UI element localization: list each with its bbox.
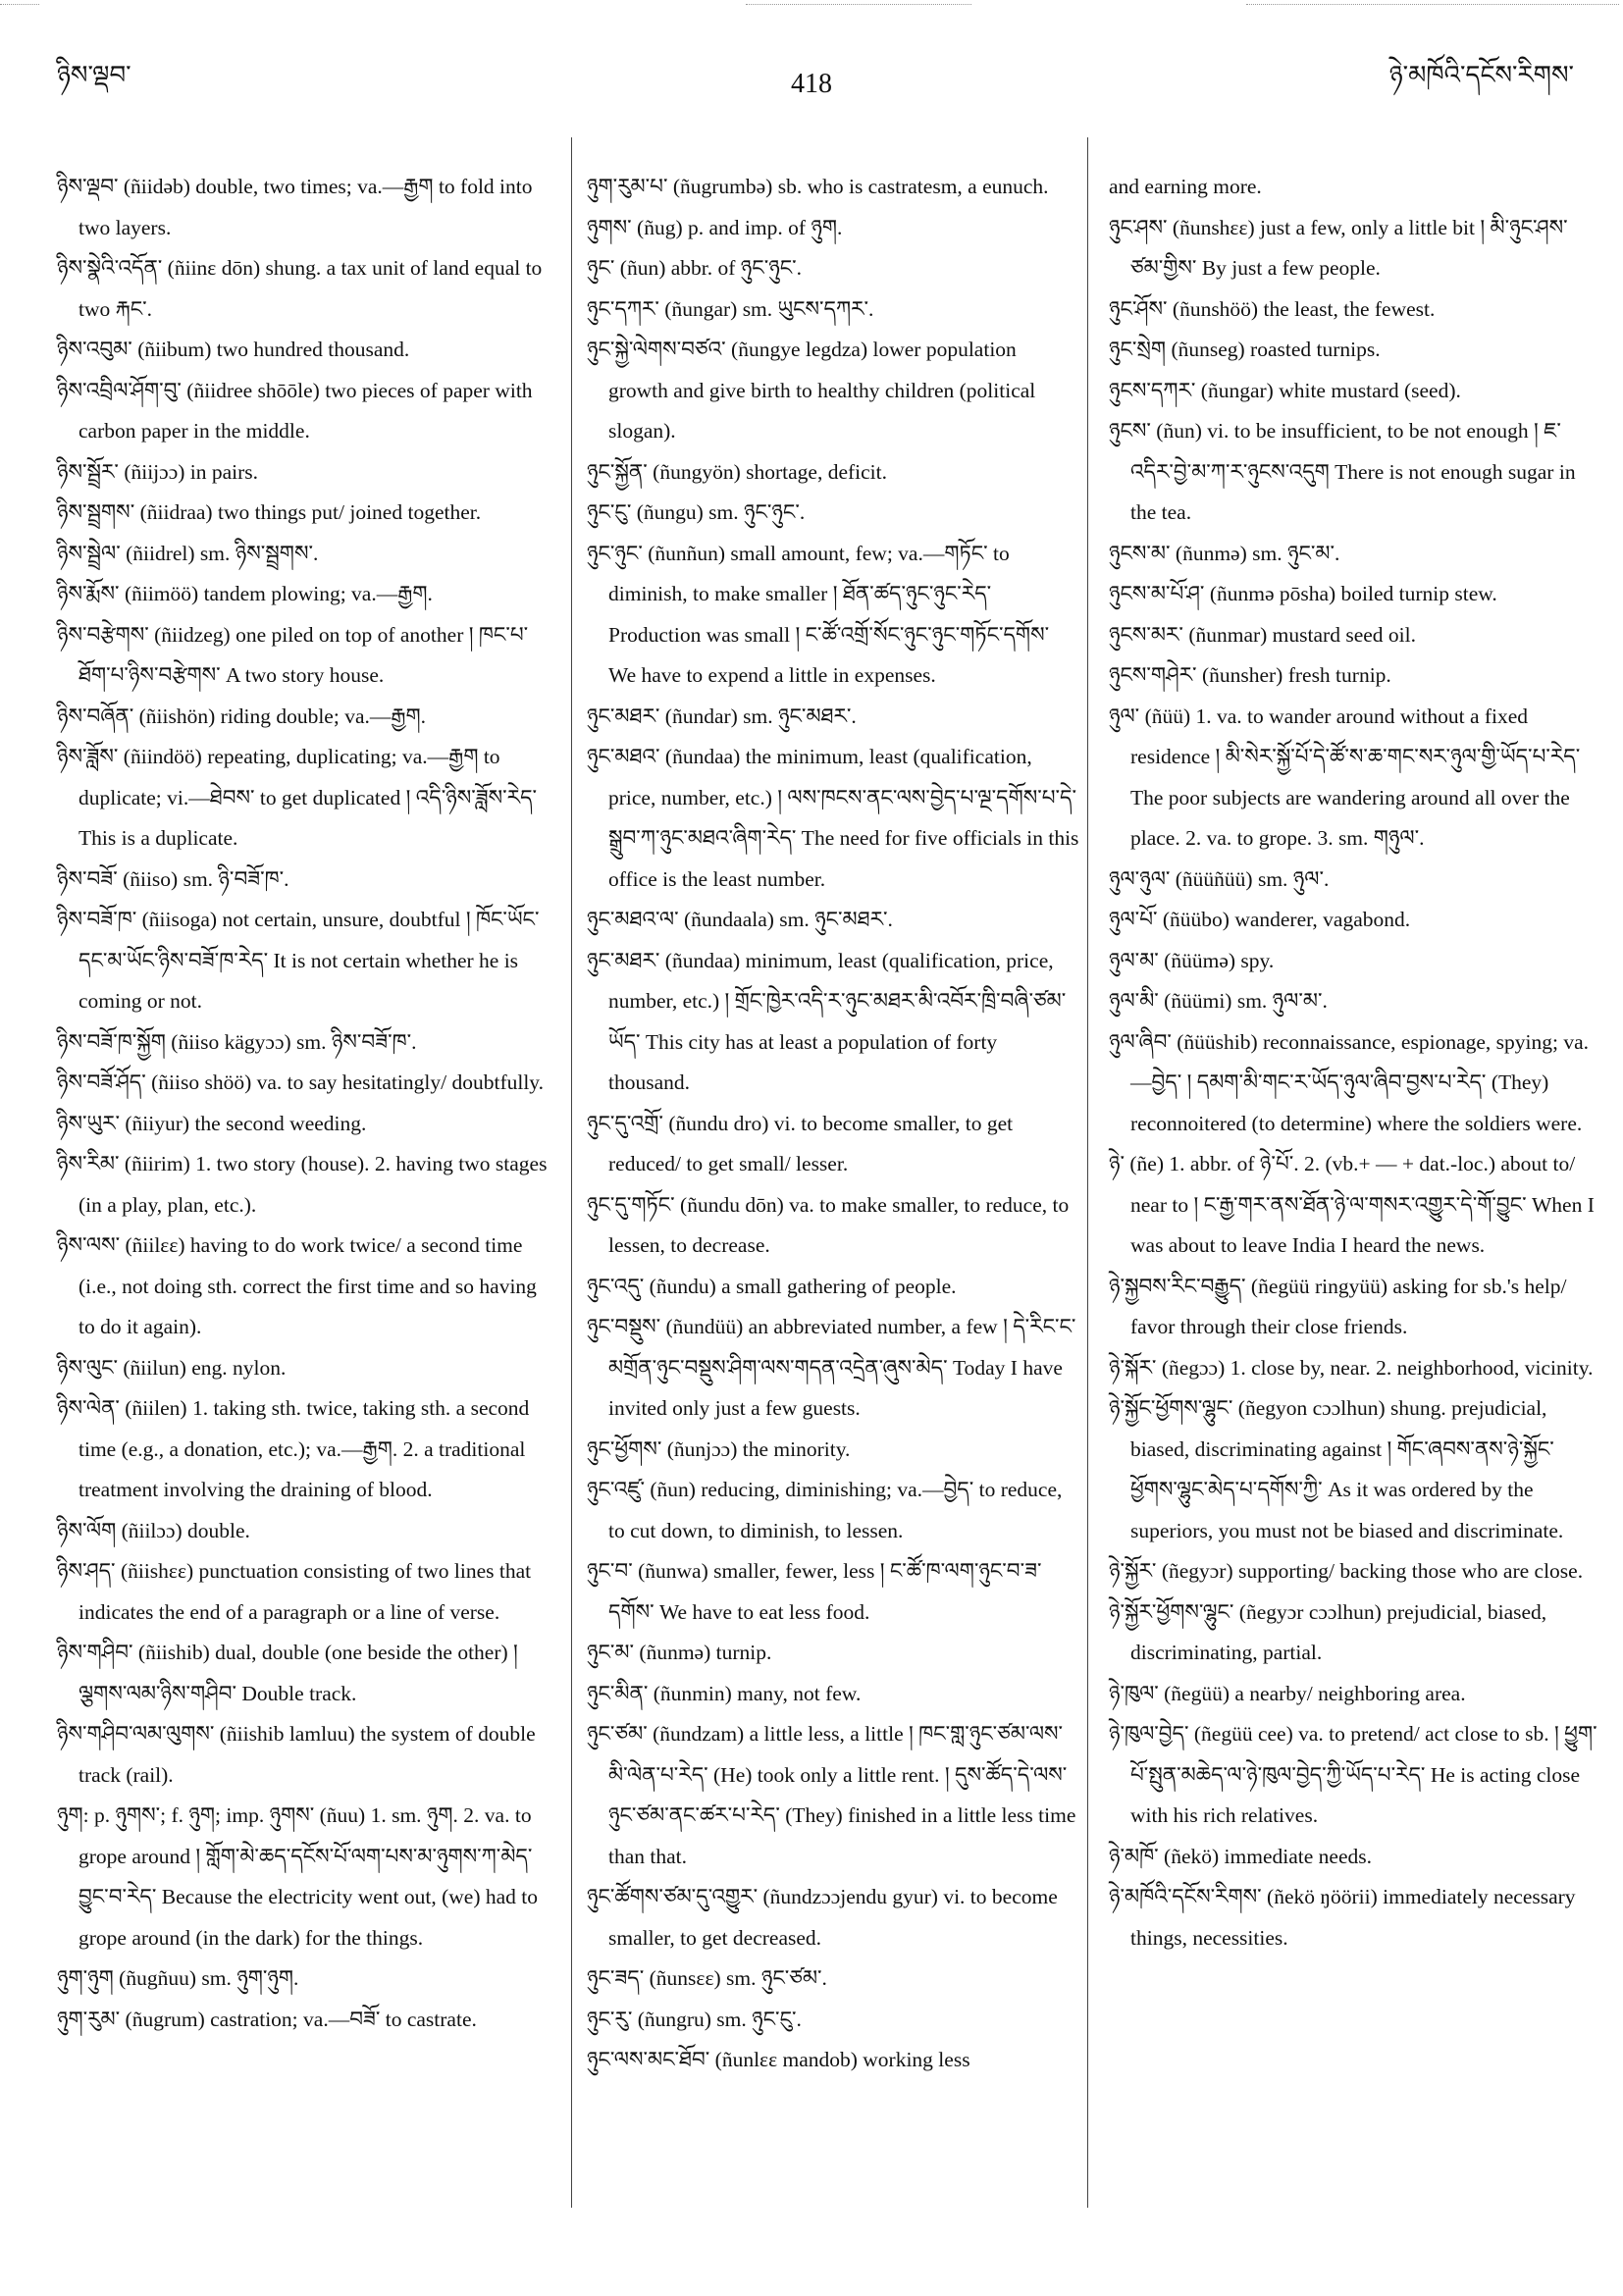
dictionary-entry: ཉེ་ (ñe) 1. abbr. of ཉེ་པོ་. 2. (vb.+ — + dat.-loc.) about to/ near to ། ང་རྒྱ་གར་ནས་ཐོན་ཉེ་ལ་གསར་འགྱུར་དེ་གོ་བྱུང་ When I was about to leave India I heard the news. xyxy=(1109,1152,1595,1257)
dictionary-entry: ཉུངས་གཤེར་ (ñunsher) fresh turnip. xyxy=(1109,663,1391,687)
dictionary-entry: ཉུང་འདུ་ (ñundu) a small gathering of people. xyxy=(587,1274,957,1298)
dictionary-entry: ཉིས་ལུང་ (ñiilun) eng. nylon. xyxy=(57,1355,287,1380)
dictionary-entry: ཉུང་ཚོགས་ཙམ་དུ་འགྱུར་ (ñundzɔɔjendu gyur) vi. to become smaller, to get decreased. xyxy=(587,1885,1058,1950)
dictionary-entry: ཉུལ་མི་ (ñüümi) sm. ཉུལ་མ་. xyxy=(1109,989,1328,1013)
running-head-right: ཉེ་མཁོའི་དངོས་རིགས་ xyxy=(1388,61,1574,89)
dictionary-column-1 xyxy=(57,167,548,2040)
dictionary-entry: ཉེ་ཁུལ་ (ñegüü) a nearby/ neighboring area. xyxy=(1109,1681,1466,1705)
dictionary-entry: ཉུལ་ཉུལ་ (ñüüñüü) sm. ཉུལ་. xyxy=(1109,866,1330,891)
dictionary-entry: ཉུང་སྲེག (ñunseg) roasted turnips. xyxy=(1109,338,1381,361)
dictionary-entry: ཉུང་ངུ་ (ñungu) sm. ཉུང་ཉུང་. xyxy=(587,500,806,524)
dictionary-entry: ཉུལ་མ་ (ñüümə) spy. xyxy=(1109,948,1275,972)
dictionary-entry: ཉེ་སྐྱབས་རིང་བརྒྱུད་ (ñegüü ringyüü) asking for sb.'s help/ favor through their close friends. xyxy=(1109,1274,1567,1338)
dictionary-entry: ཉུང་ཤས་ (ñunshɛɛ) just a few, only a little bit ། མི་ཉུང་ཤས་ཙམ་གྱིས་ By just a few people. xyxy=(1109,215,1568,280)
dictionary-entry: ཉིས་ལོག (ñiilɔɔ) double. xyxy=(57,1518,250,1542)
dictionary-entry: ཉུང་སྐྱེ་ལེགས་བཙའ་ (ñungye legdza) lower population growth and give birth to healthy children (political slogan). xyxy=(587,338,1036,443)
dictionary-entry: ཉུང་འཛུ་ (ñun) reducing, diminishing; va.—བྱེད་ to reduce, to cut down, to diminish, to lessen. xyxy=(587,1478,1063,1542)
dictionary-entry: ཉུངས་དཀར་ (ñungar) white mustard (seed). xyxy=(1109,378,1461,402)
dictionary-entry: ཉེ་མཁོ་ (ñekö) immediate needs. xyxy=(1109,1844,1372,1868)
dictionary-entry: ཉུང་བ་ (ñunwa) smaller, fewer, less ། ང་ཚོ་ཁ་ལག་ཉུང་བ་ཟ་དགོས་ We have to eat less food. xyxy=(587,1559,1042,1624)
scan-edge-dots xyxy=(0,4,39,6)
dictionary-entry: ཉུལ་པོ་ (ñüübo) wanderer, vagabond. xyxy=(1109,908,1411,931)
dictionary-entry: ཉུག་ཉུག (ñugñuu) sm. ཉུག་ཉུག. xyxy=(57,1966,299,1990)
dictionary-entry: ཉུང་ཕྱོགས་ (ñunjɔɔ) the minority. xyxy=(587,1436,851,1461)
dictionary-entry: ཉུག་རུམ་ (ñugrum) castration; va.—བཟོ་ to castrate. xyxy=(57,2007,477,2031)
dictionary-entry: ཉིས་ལྡབ་ (ñiidəb) double, two times; va.—རྒྱག to fold into two layers. xyxy=(57,175,533,239)
dictionary-entry: ཉིས་ཟློས་ (ñiindöö) repeating, duplicating; va.—རྒྱག to duplicate; vi.—ཐེབས་ to get duplicated ། འདི་ཉིས་ཟློས་རེད་ This is a duplicate. xyxy=(57,745,538,850)
dictionary-entry: ཉུལ་ཞིབ་ (ñüüshib) reconnaissance, espionage, spying; va.—བྱེད་ ། དམག་མི་གང་ར་ཡོད་ཉུལ་ཞིབ་བྱས་པ་རེད་ (They) reconnoitered (to determine) where the soldiers were. xyxy=(1109,1029,1590,1135)
dictionary-entry: ཉིས་རྨོས་ (ñiimöö) tandem plowing; va.—རྒྱག. xyxy=(57,582,433,605)
dictionary-entry: ཉིས་གཤིབ་ (ñiishib) dual, double (one beside the other) ། ལྕགས་ལམ་ཉིས་གཤིབ་ Double track. xyxy=(57,1641,518,1705)
dictionary-entry: ཉེ་ཁུལ་བྱེད་ (ñegüü cee) va. to pretend/ act close to sb. ། ཕྱུག་པོ་སྤུན་མཆེད་ལ་ཉེ་ཁུལ་བྱེད་ཀྱི་ཡོད་པ་རེད་ He is acting close with his rich relatives. xyxy=(1109,1722,1597,1827)
dictionary-entry: ཉུག: p. ཉུགས་; f. ཉུག; imp. ཉུགས་ (ñuu) 1. sm. ཉུག. 2. va. to grope around ། གློག་མེ་ཆད་དངོས་པོ་ལག་པས་མ་ཉུགས་ཀ་མེད་བྱུང་བ་རེད་ Because the electricity went out, (we) had to grope around (in the dark) for the things. xyxy=(57,1803,538,1950)
dictionary-entry: ཉུང་ཟད་ (ñunsɛɛ) sm. ཉུང་ཙམ་. xyxy=(587,1966,827,1990)
dictionary-entry: ཉུལ་ (ñüü) 1. va. to wander around without a fixed residence ། མི་སེར་སྐྱོ་པོ་དེ་ཚོ་ས་ཆ་གང་སར་ཉུལ་གྱི་ཡོད་པ་རེད་ The poor subjects are wandering around all over the place. 2. va. to grope. 3. sm. གཉུལ་. xyxy=(1109,704,1581,850)
dictionary-entry: ཉེ་སྐོར་ (ñegɔɔ) 1. close by, near. 2. neighborhood, vicinity. xyxy=(1109,1355,1594,1380)
dictionary-entry: ཉུང་མཐར་ (ñundaa) minimum, least (qualification, price, number, etc.) ། གྲོང་ཁྱེར་འདི་ར་ཉུང་མཐར་མི་འབོར་ཁྲི་བཞི་ཙམ་ཡོད་ This city has at least a population of forty thousand. xyxy=(587,948,1067,1094)
dictionary-entry: ཉུང་ཙམ་ (ñundzam) a little less, a little ། ཁང་གླ་ཉུང་ཙམ་ལས་མི་ལེན་པ་རེད་ (He) took only a little rent. ། དུས་ཚོད་དེ་ལས་ཉུང་ཙམ་ནང་ཚར་པ་རེད་ (They) finished in a little less time than that. xyxy=(587,1722,1076,1868)
column-divider xyxy=(571,137,572,2208)
dictionary-entry: ཉིས་བཟོ་ཤོད་ (ñiiso shöö) va. to say hesitatingly/ doubtfully. xyxy=(57,1070,545,1094)
scan-edge-dots xyxy=(1246,4,1619,6)
dictionary-entry: ཉེ་སྐྱོང་ཕྱོགས་ལྷུང་ (ñegyon cɔɔlhun) shung. prejudicial, biased, discriminating against ། གོང་ཞབས་ནས་ཉེ་སྐྱོང་ཕྱོགས་ལྷུང་མེད་པ་དགོས་ཀྱི་ As it was ordered by the superiors, you must not be biased and discriminate. xyxy=(1109,1396,1564,1542)
dictionary-entry: ཉུང་མིན་ (ñunmin) many, not few. xyxy=(587,1681,862,1705)
dictionary-entry: ཉིས་སྦྲོར་ (ñiijɔɔ) in pairs. xyxy=(57,459,259,484)
dictionary-entry: ཉུང་ཤོས་ (ñunshöö) the least, the fewest. xyxy=(1109,296,1436,321)
dictionary-entry: ཉུངས་མ་པོ་ཤ་ (ñunmə pōsha) boiled turnip stew. xyxy=(1109,582,1497,605)
dictionary-entry: ཉུང་དུ་གཏོང་ (ñundu dōn) va. to make smaller, to reduce, to lessen, to decrease. xyxy=(587,1192,1070,1257)
dictionary-entry: ཉིས་བཟོ་ཁ་སྐྱོག (ñiiso kägyɔɔ) sm. ཉིས་བཟོ་ཁ་. xyxy=(57,1029,417,1054)
dictionary-entry: ཉུགས་ (ñug) p. and imp. of ཉུག. xyxy=(587,215,843,239)
dictionary-entry: ཉིས་རིམ་ (ñiirim) 1. two story (house). 2. having two stages (in a play, plan, etc.). xyxy=(57,1152,548,1217)
page-number: 418 xyxy=(791,69,832,99)
dictionary-entry: ཉུང་མཐའ་ལ་ (ñundaala) sm. ཉུང་མཐར་. xyxy=(587,908,893,931)
running-head-left: ཉིས་ལྡབ་ xyxy=(57,61,131,89)
dictionary-entry: ཉིས་བཞོན་ (ñiishön) riding double; va.—རྒྱག. xyxy=(57,704,427,728)
dictionary-entry: ཉུངས་ (ñun) vi. to be insufficient, to be not enough ། ཇ་འདིར་བྱེ་མ་ཀ་ར་ཉུངས་འདུག There is not enough sugar in the tea. xyxy=(1109,419,1576,524)
dictionary-entry: ཉུང་བསྡུས་ (ñundüü) an abbreviated number, a few ། དེ་རིང་ང་མགྲོན་ཉུང་བསྡུས་ཤིག་ལས་གདན་འདྲེན་ཞུས་མེད་ Today I have invited only just a few guests. xyxy=(587,1315,1076,1420)
dictionary-entry: ཉུག་རུམ་པ་ (ñugrumbə) sb. who is castratesm, a eunuch. xyxy=(587,175,1049,198)
dictionary-entry: ཉིས་ལས་ (ñiilɛɛ) having to do work twice/ a second time (i.e., not doing sth. correct the first time and so having to do it again). xyxy=(57,1233,537,1338)
dictionary-entry: ཉུང་རུ་ (ñungru) sm. ཉུང་ངུ་. xyxy=(587,2007,802,2031)
dictionary-entry: ཉུང་དུ་འགྲོ་ (ñundu dro) vi. to become smaller, to get reduced/ to get small/ lesser. xyxy=(587,1111,1014,1175)
dictionary-entry: ཉིས་འབྲིལ་ཤོག་བུ་ (ñiidree shōōle) two pieces of paper with carbon paper in the middle. xyxy=(57,378,533,443)
dictionary-entry: ཉིས་འབུམ་ (ñiibum) two hundred thousand. xyxy=(57,338,410,361)
dictionary-entry: ཉིས་ཡུར་ (ñiiyur) the second weeding. xyxy=(57,1111,367,1135)
dictionary-entry: ཉིས་བཟོ་ཁ་ (ñiisoga) not certain, unsure, doubtful ། ཁོང་ཡོང་དང་མ་ཡོང་ཉིས་བཟོ་ཁ་རེད་ It is not certain whether he is coming or not. xyxy=(57,908,540,1013)
dictionary-entry: ཉིས་ལེན་ (ñiilen) 1. taking sth. twice, taking sth. a second time (e.g., a donation, etc.); va.—རྒྱག. 2. a traditional treatment involving the draining of blood. xyxy=(57,1396,530,1501)
dictionary-entry: ཉུངས་མ་ (ñunmə) sm. ཉུང་མ་. xyxy=(1109,541,1340,565)
dictionary-column-2 xyxy=(587,167,1079,2081)
dictionary-entry: ཉེ་མཁོའི་དངོས་རིགས་ (ñekö ŋöörii) immediately necessary things, necessities. xyxy=(1109,1885,1576,1950)
dictionary-entry: ཉིས་སྦྲེལ་ (ñiidrel) sm. ཉིས་སྦྲགས་. xyxy=(57,541,319,565)
dictionary-entry: ཉུངས་མར་ (ñunmar) mustard seed oil. xyxy=(1109,622,1416,647)
dictionary-entry: ཉུང་སྐྱོན་ (ñungyön) shortage, deficit. xyxy=(587,459,887,484)
dictionary-entry: ཉིས་སྦྲགས་ (ñiidraa) two things put/ joined together. xyxy=(57,500,482,524)
column-divider xyxy=(1087,137,1088,2208)
scan-edge-dots xyxy=(746,4,971,6)
dictionary-entry: and earning more. xyxy=(1109,175,1262,198)
dictionary-entry: ཉེ་སྐྱོར་ཕྱོགས་ལྷུང་ (ñegyɔr cɔɔlhun) prejudicial, biased, discriminating, partial. xyxy=(1109,1599,1547,1664)
dictionary-entry: ཉུང་མཐར་ (ñundar) sm. ཉུང་མཐར་. xyxy=(587,704,857,728)
dictionary-entry: ཉིས་བརྩེགས་ (ñiidzeg) one piled on top of another ། ཁང་པ་ཐོག་པ་ཉིས་བརྩེགས་ A two story house. xyxy=(57,622,529,687)
dictionary-entry: ཉིས་བཟོ་ (ñiiso) sm. ཉི་བཟོ་ཁ་. xyxy=(57,866,289,891)
dictionary-entry: ཉིས་ཤད་ (ñiishɛɛ) punctuation consisting of two lines that indicates the end of a paragraph or a line of verse. xyxy=(57,1559,532,1624)
dictionary-entry: ཉུང་དཀར་ (ñungar) sm. ཡུངས་དཀར་. xyxy=(587,296,874,321)
dictionary-entry: ཉུང་མཐའ་ (ñundaa) the minimum, least (qualification, price, number, etc.) ། ལས་ཁངས་ནང་ལས་བྱེད་པ་ལྔ་དགོས་པ་དེ་སྒྲུབ་ཀ་ཉུང་མཐའ་ཞིག་རེད་ The need for five officials in this office is the least number. xyxy=(587,745,1079,891)
dictionary-entry: ཉིས་གཤིབ་ལམ་ལུགས་ (ñiishib lamluu) the system of double track (rail). xyxy=(57,1722,536,1787)
dictionary-entry: ཉུང་ཉུང་ (ñunñun) small amount, few; va.—གཏོང་ to diminish, to make smaller ། ཐོན་ཚད་ཉུང་ཉུང་རེད་ Production was small ། ང་ཚོ་འགྲོ་སོང་ཉུང་ཉུང་གཏོང་དགོས་ We have to expend a little in expenses. xyxy=(587,541,1050,687)
dictionary-column-3 xyxy=(1109,167,1599,1958)
dictionary-entry: ཉུང་ (ñun) abbr. of ཉུང་ཉུང་. xyxy=(587,256,803,280)
dictionary-entry: ཉུང་ལས་མང་ཐོབ་ (ñunlɛɛ mandob) working less xyxy=(587,2048,970,2071)
dictionary-entry: ཉེ་སྐྱོར་ (ñegyɔr) supporting/ backing those who are close. xyxy=(1109,1559,1584,1583)
dictionary-entry: ཉུང་མ་ (ñunmə) turnip. xyxy=(587,1641,772,1664)
dictionary-entry: ཉིས་སྣེའི་འདོན་ (ñiinɛ dōn) shung. a tax unit of land equal to two རྐང་. xyxy=(57,256,543,321)
